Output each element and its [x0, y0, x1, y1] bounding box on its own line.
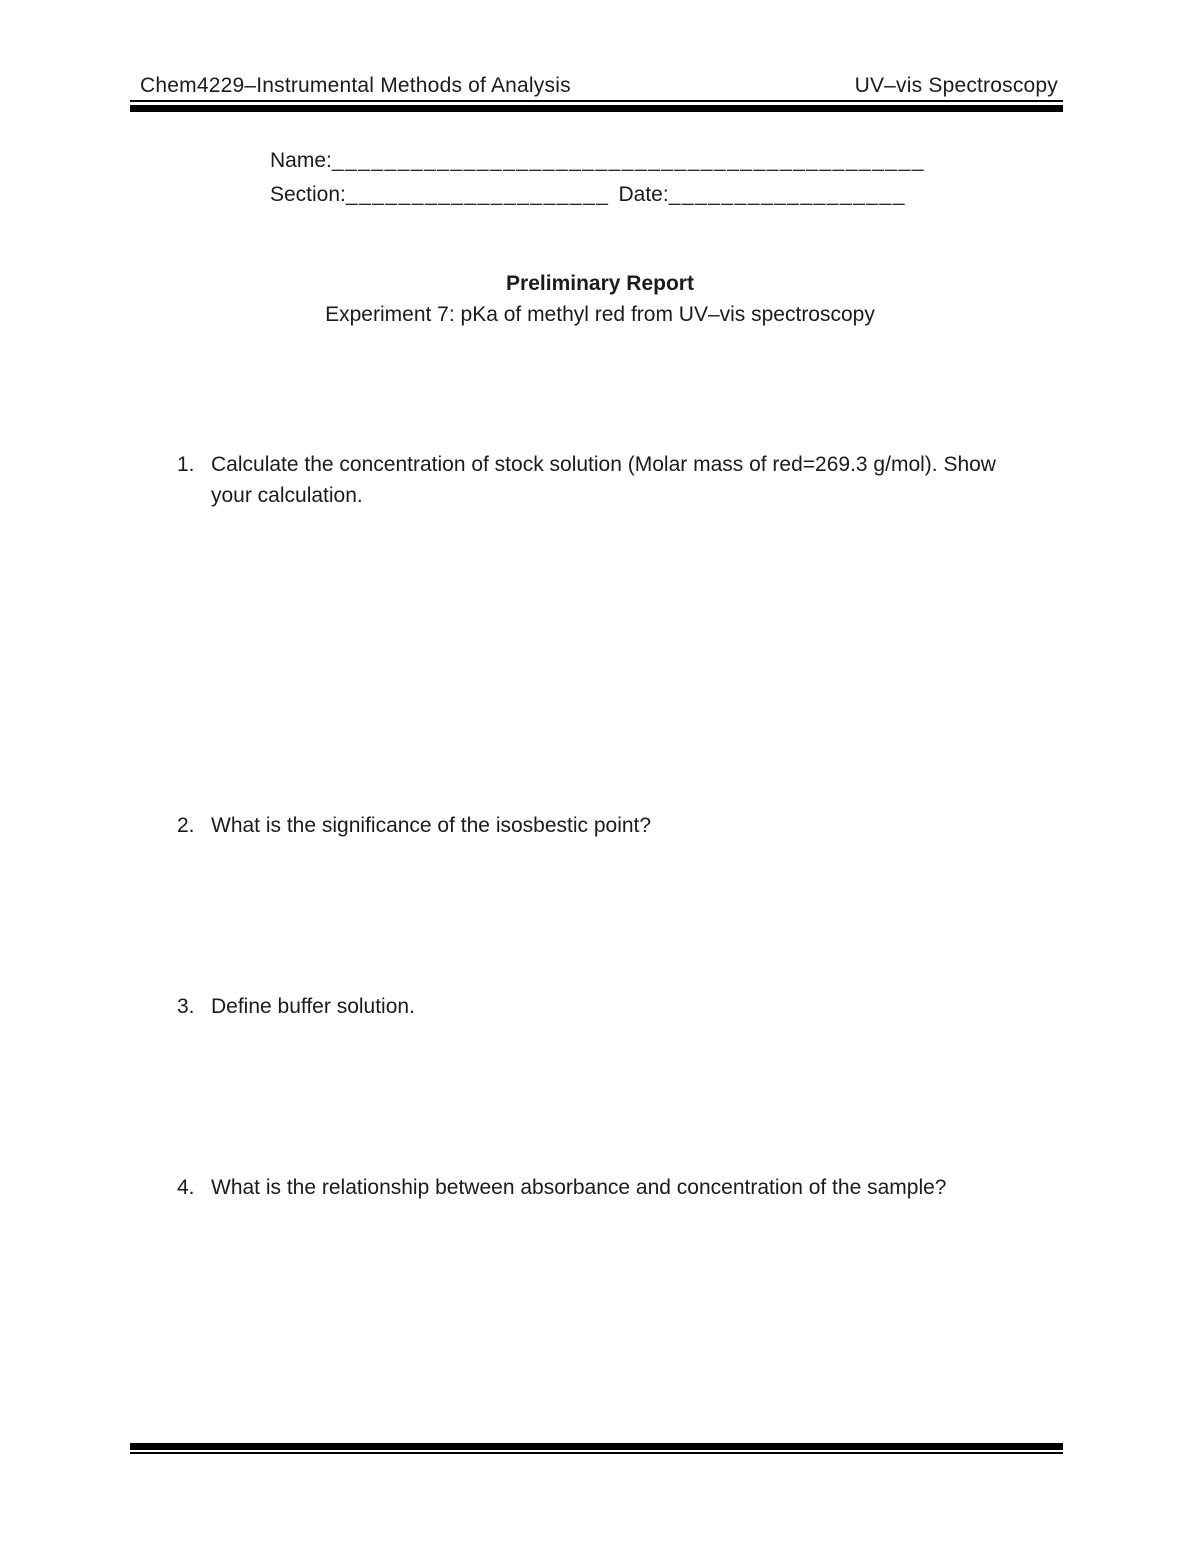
question-2-number: 2.: [177, 814, 195, 837]
question-1: [177, 449, 1041, 511]
section-date-field-row: [270, 178, 925, 212]
question-2-text: What is the significance of the isosbestic point?: [211, 814, 652, 837]
question-4-number: 4.: [177, 1176, 195, 1199]
date-label: Date:: [618, 183, 669, 206]
footer-rule-thick: [130, 1443, 1063, 1450]
header-rule-thin: [130, 100, 1063, 102]
section-label: Section:: [270, 183, 346, 206]
footer-rule-thin: [130, 1452, 1063, 1454]
report-title-block: [0, 268, 1200, 330]
question-2: [177, 810, 1081, 841]
student-info-fields: [270, 144, 925, 212]
question-4-text: What is the relationship between absorbance and concentration of the sample?: [211, 1176, 947, 1199]
report-title: Preliminary Report: [506, 272, 694, 295]
header-rule-thick: [130, 105, 1063, 112]
name-label: Name:: [270, 149, 332, 172]
question-1-text: Calculate the concentration of stock solution (Molar mass of red=269.3 g/mol). Show your calculation.: [211, 453, 996, 507]
section-blank-line: ____________________: [345, 183, 610, 206]
experiment-subtitle: Experiment 7: pKa of methyl red from UV–vis spectroscopy: [325, 303, 875, 326]
question-3-number: 3.: [177, 995, 195, 1018]
date-blank-line: __________________: [668, 183, 906, 206]
name-field-row: [270, 144, 925, 178]
name-blank-line: _____________________________________________: [331, 149, 925, 172]
question-3-text: Define buffer solution.: [211, 995, 415, 1018]
question-4: [177, 1172, 1081, 1203]
page-header: [140, 74, 1058, 98]
question-1-number: 1.: [177, 453, 195, 476]
header-subject: UV–vis Spectroscopy: [854, 74, 1058, 97]
course-title: Chem4229–Instrumental Methods of Analysis: [140, 74, 571, 97]
question-3: [177, 991, 1081, 1022]
